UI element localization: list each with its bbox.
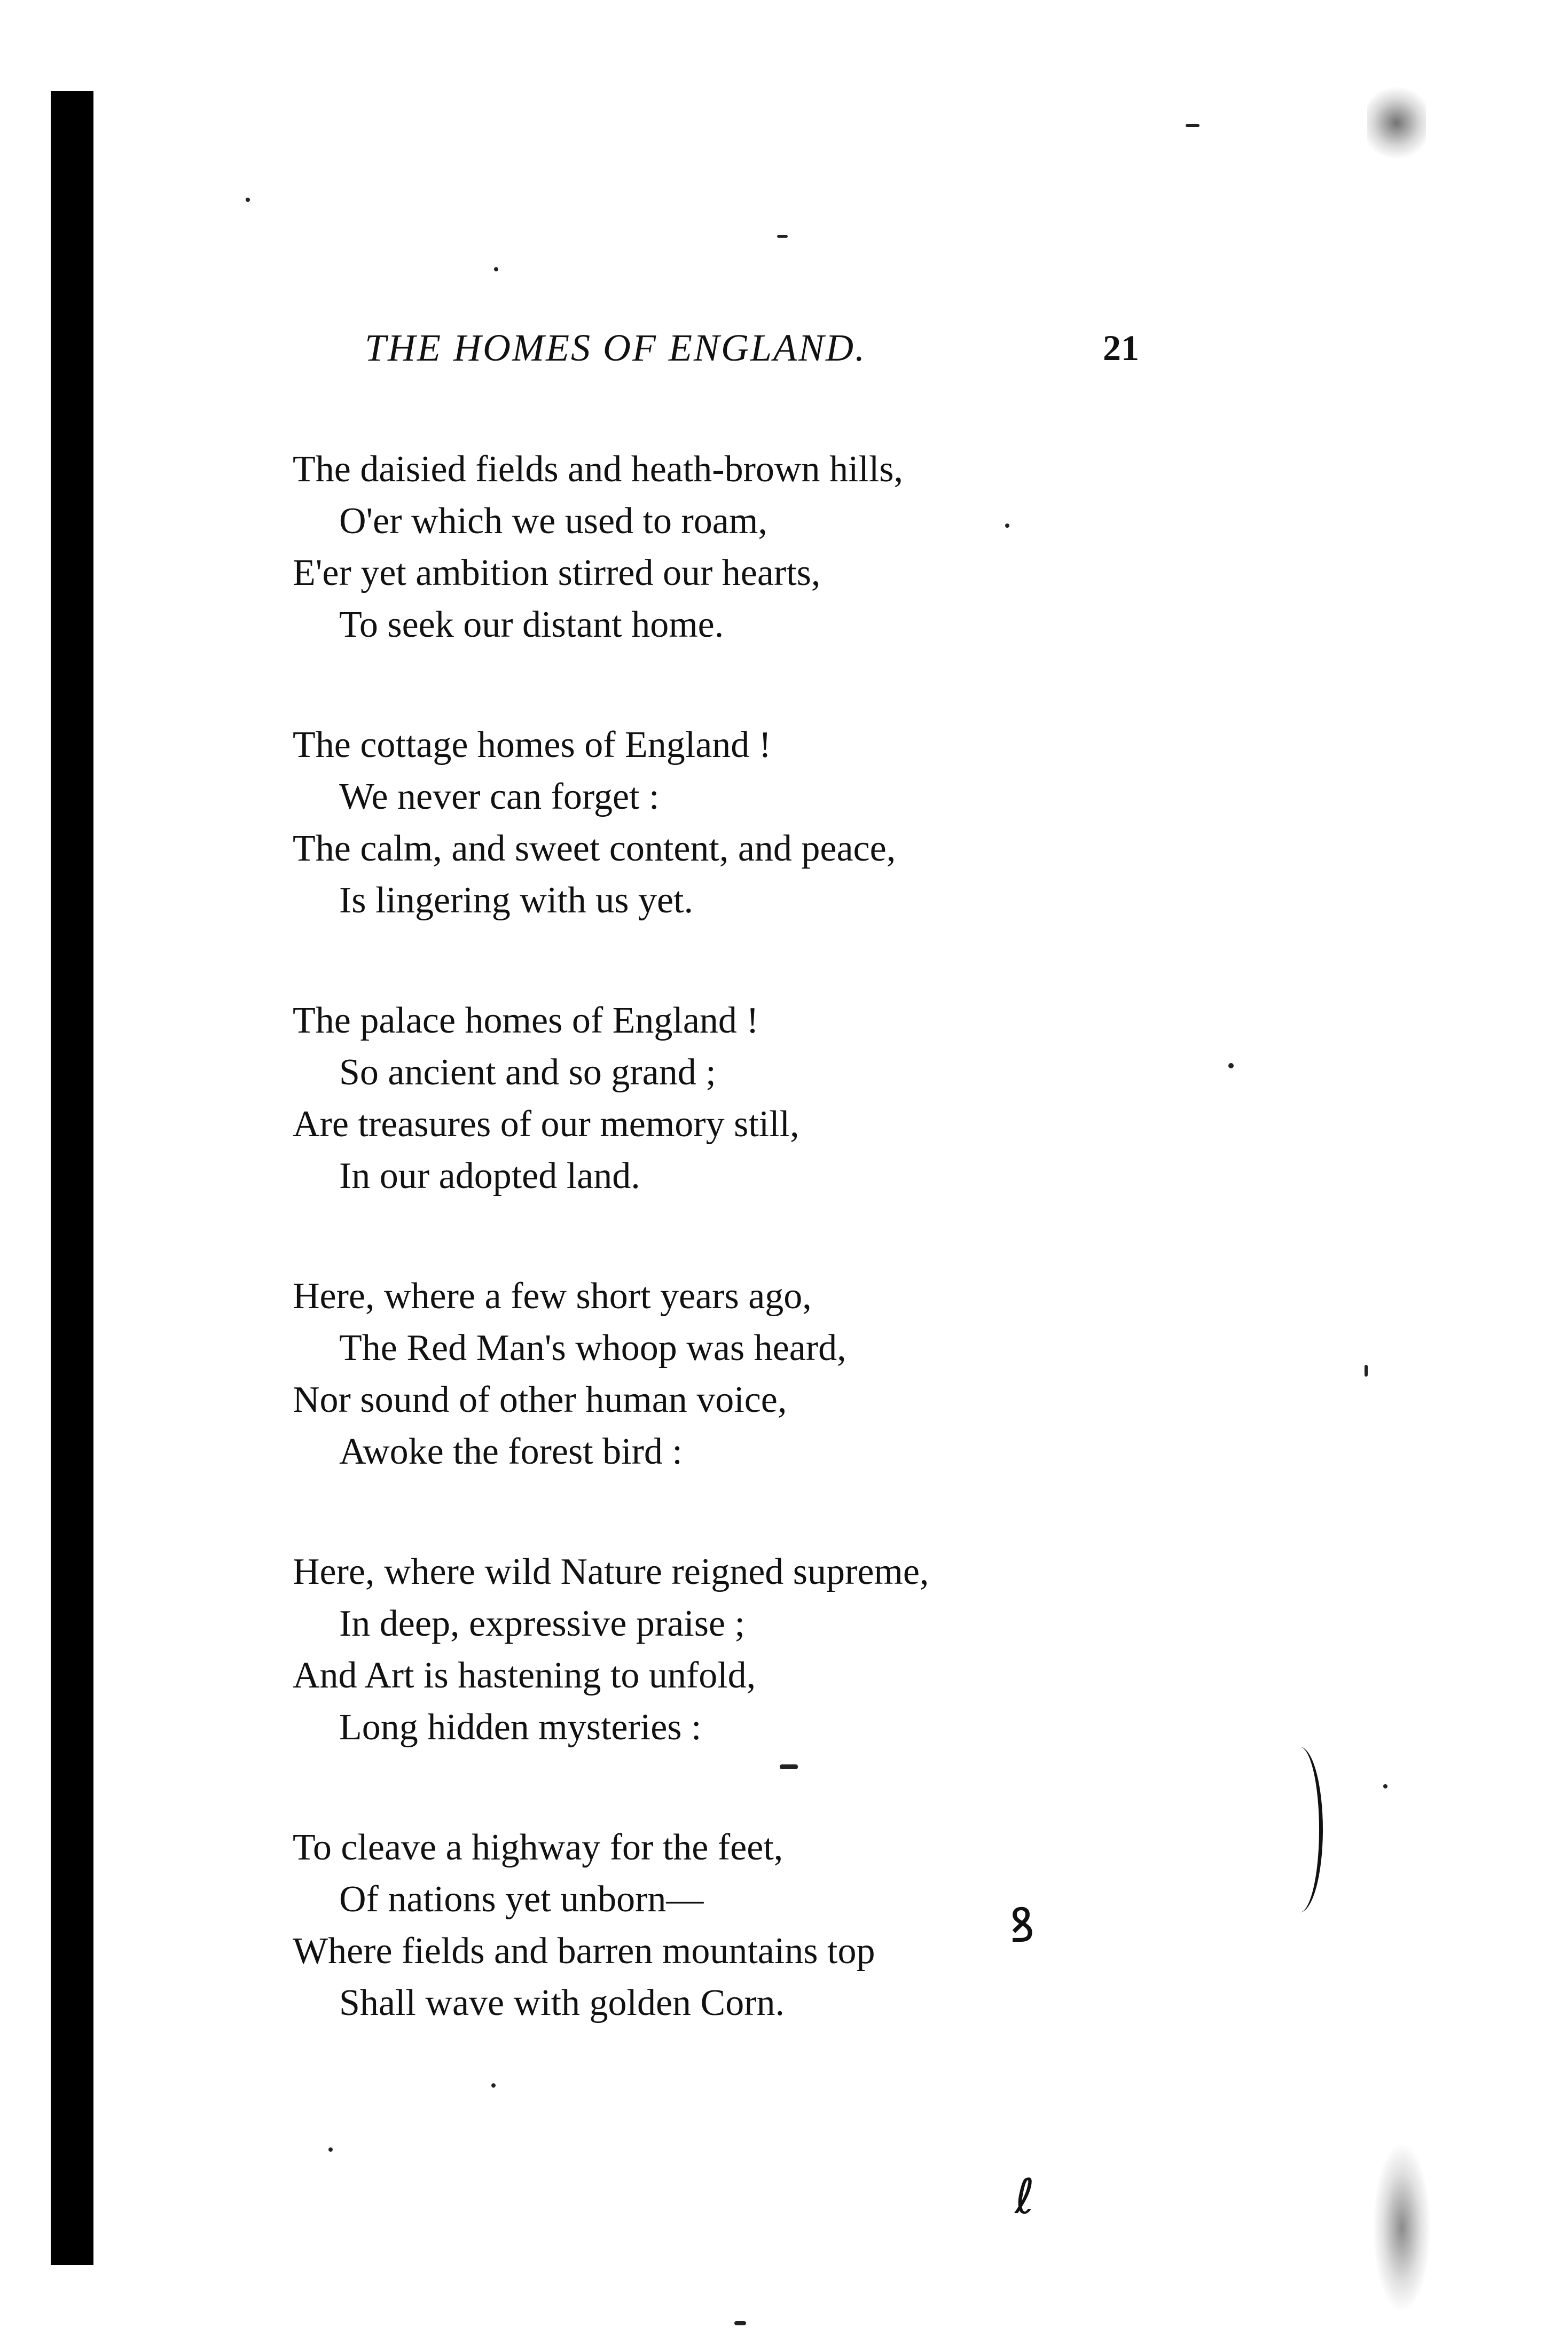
scan-speck — [491, 2083, 496, 2088]
poem-line: Awoke the forest bird : — [339, 1431, 683, 1472]
scan-speck — [494, 267, 498, 271]
poem-line: The Red Man's whoop was heard, — [339, 1327, 846, 1369]
scan-smudge — [1373, 2142, 1431, 2313]
scan-speck — [1005, 524, 1009, 528]
poem-line: Of nations yet unborn— — [339, 1879, 704, 1920]
poem-line: We never can forget : — [339, 776, 660, 817]
scan-speck — [777, 235, 788, 238]
scan-speck — [246, 198, 250, 202]
stanza — [293, 1546, 1307, 1753]
poem-line: Long hidden mysteries : — [339, 1707, 702, 1748]
scan-speck — [780, 1764, 798, 1769]
poem-line: The palace homes of England ! — [293, 1000, 759, 1041]
poem-line: Nor sound of other human voice, — [293, 1379, 787, 1420]
poem-line: Here, where wild Nature reigned supreme, — [293, 1551, 929, 1592]
poem-line: And Art is hastening to unfold, — [293, 1655, 756, 1696]
scan-speck — [1383, 1784, 1387, 1788]
poem — [293, 443, 1307, 2097]
stanza — [293, 443, 1307, 651]
poem-line: E'er yet ambition stirred our hearts, — [293, 552, 821, 593]
scan-speck — [734, 2321, 746, 2325]
poem-line: The calm, and sweet content, and peace, — [293, 828, 896, 869]
poem-line: To cleave a highway for the feet, — [293, 1827, 783, 1868]
poem-line: Shall wave with golden Corn. — [339, 1982, 785, 2024]
poem-line: Here, where a few short years ago, — [293, 1276, 812, 1317]
stanza — [293, 1822, 1307, 2029]
scan-speck — [1365, 1365, 1368, 1377]
scan-smudge — [1367, 80, 1426, 166]
poem-line: Where fields and barren mountains top — [293, 1931, 875, 1972]
poem-line: So ancient and so grand ; — [339, 1052, 716, 1093]
scan-stray-mark: ℓ — [1015, 2169, 1035, 2225]
stanza — [293, 1270, 1307, 1478]
page-number: 21 — [1103, 327, 1139, 368]
scan-binding-edge — [51, 91, 93, 2265]
scan-speck — [1186, 124, 1199, 127]
scan-speck — [328, 2147, 333, 2152]
poem-line: The daisied fields and heath-brown hills, — [293, 449, 904, 490]
poem-line: O'er which we used to roam, — [339, 501, 767, 542]
stanza — [293, 719, 1307, 926]
margin-bracket-mark — [1276, 1747, 1323, 1912]
poem-line: Are treasures of our memory still, — [293, 1104, 799, 1145]
poem-line: Is lingering with us yet. — [339, 880, 693, 921]
running-head: THE HOMES OF ENGLAND. — [365, 326, 866, 369]
poem-line: The cottage homes of England ! — [293, 724, 772, 765]
scan-stray-mark: ꝸ — [1009, 1897, 1035, 1954]
poem-line: In our adopted land. — [339, 1155, 640, 1197]
poem-line: To seek our distant home. — [339, 604, 724, 645]
stanza — [293, 995, 1307, 1202]
scan-speck — [1228, 1063, 1234, 1068]
poem-line: In deep, expressive praise ; — [339, 1603, 745, 1644]
